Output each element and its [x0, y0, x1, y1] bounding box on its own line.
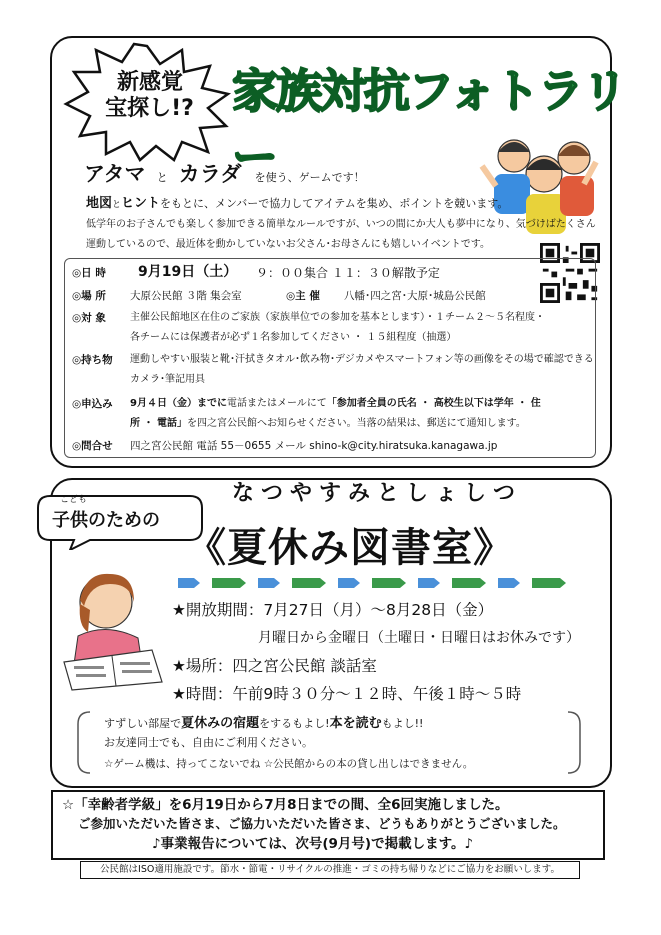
period-note: 月曜日から金曜日（土曜日・日曜日はお休みです）: [258, 630, 580, 646]
target-line-2: 各チームには保護者が必ず１名参加してください ・ １５組程度（抽選）: [130, 332, 457, 343]
tagline: [84, 158, 365, 188]
tagline-and: と: [156, 171, 168, 184]
intro-hint: ヒント: [121, 196, 161, 211]
contact-value: 四之宮公民館 電話 55－0655 メール shino-k@city.hiratsuka.kanagawa.jp: [130, 440, 498, 452]
target-label: ◎対 象: [72, 312, 106, 324]
intro-text: [86, 192, 508, 211]
note-part2: をするもよし!: [259, 717, 330, 730]
period-line: [172, 600, 493, 620]
intro-and: と: [112, 200, 122, 210]
description-line-1: 低学年のお子さんでも楽しく参加できる簡単なルールですが、いつの間にか大人も夢中になり、気づけばたくさん: [86, 219, 596, 230]
note-line-1: [104, 712, 423, 731]
library-place-value: 四之宮公民館 談話室: [232, 657, 377, 675]
apply-line-2: [130, 416, 526, 432]
items-line-2: カメラ･筆記用具: [130, 374, 205, 385]
date-label: ◎日 時: [72, 267, 106, 279]
apply-required-info-2: 所 ・ 電話」: [130, 418, 187, 429]
pencil-row-icon: [178, 575, 578, 591]
period-value: 7月27日（月）～8月28日（金）: [263, 601, 494, 619]
host-value: 八幡･四之宮･大原･城島公民館: [344, 290, 486, 302]
apply-deadline: 9月４日（金）までに: [130, 398, 227, 409]
callout-ruby: こども: [60, 495, 88, 505]
badge-line2: 宝探し!?: [105, 96, 194, 121]
badge-line1: 新感覚: [116, 70, 183, 95]
tagline-tail: を使う、ゲームです！: [254, 171, 365, 184]
contact-label: ◎問合せ: [72, 440, 113, 452]
library-place-label: ★場所：: [172, 657, 233, 675]
library-time-label: ★時間：: [172, 685, 233, 703]
callout-text: 子供のための: [52, 510, 160, 531]
tagline-head: アタマ: [84, 162, 146, 186]
library-title: 《夏休み図書室》: [186, 525, 514, 571]
date-value: 9月19日（土）: [138, 264, 238, 280]
photo-rally-title: 家族対抗フォトラリー: [232, 64, 626, 184]
library-place-line: [172, 656, 377, 676]
note-reading: 本を読む: [329, 716, 382, 731]
intro-rest: をもとに、メンバーで協力してアイテムを集め、ポイントを競います。: [160, 197, 509, 210]
report-line-1: ☆「幸齢者学級」を6月19日から7月8日までの間、全6回実施しました。: [62, 797, 509, 813]
items-line-1: 運動しやすい服装と靴･汗拭きタオル･飲み物･デジカメやスマートフォン等の画像をその場で確認できる: [130, 354, 594, 365]
apply-notice: を四之宮公民館へお知らせください。当落の結果は、郵送にて通知します。: [186, 418, 526, 429]
report-line-2: ご参加いただいた皆さま、ご協力いただいた皆さま、どうもありがとうございました。: [78, 816, 566, 831]
items-label: ◎持ち物: [72, 354, 113, 366]
period-label: ★開放期間：: [172, 601, 264, 619]
description-line-2: 運動しているので、最近体を動かしていないお父さん･お母さんにも嬉しいイベントです。: [86, 239, 490, 250]
intro-map: 地図: [86, 196, 113, 211]
footer-notice: 公民館はISO適用施設です。節水・節電・リサイクルの推進・ゴミの持ち帰りなどにご協力をお願いします。: [80, 861, 580, 879]
place-value: 大原公民館 ３階 集会室: [130, 290, 242, 302]
library-kana-title: なつやすみとしょしつ: [232, 481, 523, 506]
girl-studying-illustration-icon: [60, 566, 164, 694]
note-part3: もよし!!: [381, 717, 424, 730]
library-time-value: 午前9時３０分～１２時、午後１時～５時: [232, 685, 522, 703]
place-label: ◎場 所: [72, 290, 106, 302]
note-homework: 夏休みの宿題: [181, 716, 260, 731]
note-part1: すずしい部屋で: [104, 717, 182, 730]
apply-required-info: 「参加者全員の氏名 ・ 高校生以下は学年 ・ 住: [326, 398, 541, 409]
apply-label: ◎申込み: [72, 398, 113, 410]
tagline-body: カラダ: [178, 162, 242, 186]
date-time: ９：００集合 １１：３０解散予定: [256, 266, 440, 280]
note-line-2: お友達同士でも、自由にご利用ください。: [104, 736, 313, 749]
library-time-line: [172, 684, 521, 704]
report-line-3: ♪事業報告については、次号(9月号)で掲載します。♪: [152, 836, 474, 852]
apply-line-1: [130, 396, 541, 412]
note-line-3: ☆ゲーム機は、持ってこないでね ☆公民館からの本の貸し出しはできません。: [104, 758, 474, 770]
host-label: ◎主 催: [286, 290, 320, 302]
target-line-1: 主催公民館地区在住のご家族（家族単位での参加を基本とします）・１チーム２～５名程度・: [130, 312, 545, 323]
apply-method: 電話またはメールにて: [226, 398, 327, 409]
